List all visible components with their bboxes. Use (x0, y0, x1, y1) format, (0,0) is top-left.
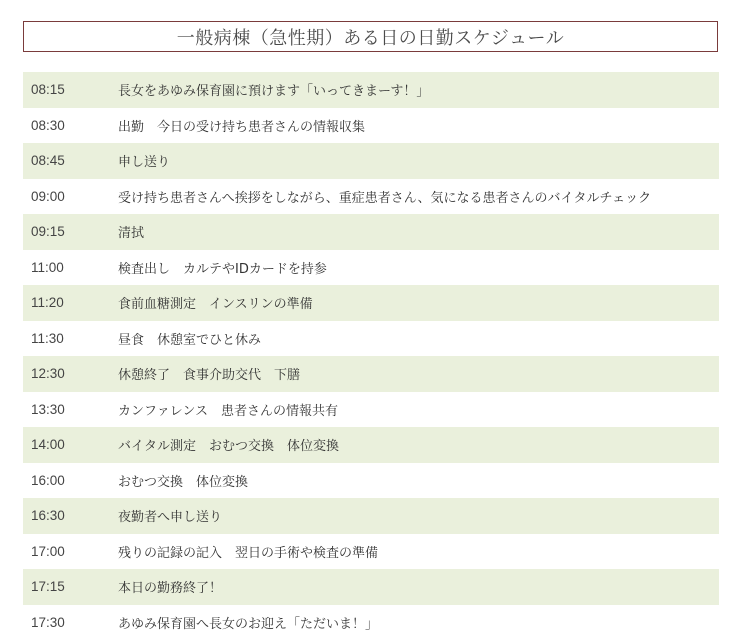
schedule-time: 08:45 (31, 153, 65, 169)
schedule-time: 17:30 (31, 614, 65, 630)
schedule-event: 昼食 休憩室でひと休み (118, 332, 262, 348)
schedule-time: 12:30 (31, 366, 65, 382)
schedule-event: あゆみ保育園へ長女のお迎え「ただいま！」 (118, 616, 379, 632)
schedule-time: 16:30 (31, 508, 65, 524)
schedule-row (23, 392, 719, 428)
schedule-list (23, 72, 719, 640)
schedule-row (23, 72, 719, 108)
schedule-event: 申し送り (118, 155, 171, 171)
schedule-row (23, 321, 719, 357)
schedule-event: 長女をあゆみ保育園に預けます「いってきまーす！」 (118, 84, 430, 100)
schedule-event: 受け持ち患者さんへ挨拶をしながら、重症患者さん、気になる患者さんのバイタルチェック (118, 190, 652, 206)
schedule-row (23, 250, 719, 286)
schedule-row (23, 534, 719, 570)
schedule-event: 出勤 今日の受け持ち患者さんの情報収集 (118, 119, 366, 135)
schedule-time: 11:00 (31, 259, 64, 275)
schedule-row (23, 498, 719, 534)
schedule-row (23, 108, 719, 144)
schedule-time: 17:15 (31, 579, 65, 595)
schedule-event: バイタル測定 おむつ交換 体位変換 (118, 439, 340, 455)
schedule-time: 13:30 (31, 401, 65, 417)
schedule-time: 17:00 (31, 543, 65, 559)
schedule-time: 08:15 (31, 82, 65, 98)
schedule-row (23, 356, 719, 392)
schedule-event: おむつ交換 体位変換 (118, 474, 249, 490)
schedule-event: 食前血糖測定 インスリンの準備 (118, 297, 313, 313)
schedule-event: 本日の勤務終了！ (118, 581, 223, 597)
schedule-event: 検査出し カルテやIDカードを持参 (118, 261, 327, 277)
schedule-time: 08:30 (31, 117, 65, 133)
schedule-event: 清拭 (118, 226, 145, 242)
schedule-time: 14:00 (31, 437, 65, 453)
schedule-event: 休憩終了 食事介助交代 下膳 (118, 368, 301, 384)
schedule-row (23, 285, 719, 321)
schedule-row (23, 463, 719, 499)
schedule-time: 09:00 (31, 188, 65, 204)
schedule-event: 残りの記録の記入 翌日の手術や検査の準備 (118, 545, 379, 561)
schedule-time: 11:30 (31, 330, 64, 346)
schedule-row (23, 214, 719, 250)
schedule-event: 夜勤者へ申し送り (118, 510, 223, 526)
schedule-row (23, 179, 719, 215)
schedule-row (23, 427, 719, 463)
schedule-time: 16:00 (31, 472, 65, 488)
schedule-event: カンファレンス 患者さんの情報共有 (118, 403, 339, 419)
schedule-row (23, 143, 719, 179)
page-title: 一般病棟（急性期）ある日の日勤スケジュール (23, 21, 718, 52)
schedule-time: 09:15 (31, 224, 65, 240)
schedule-row (23, 569, 719, 605)
schedule-row (23, 605, 719, 641)
schedule-time: 11:20 (31, 295, 64, 311)
